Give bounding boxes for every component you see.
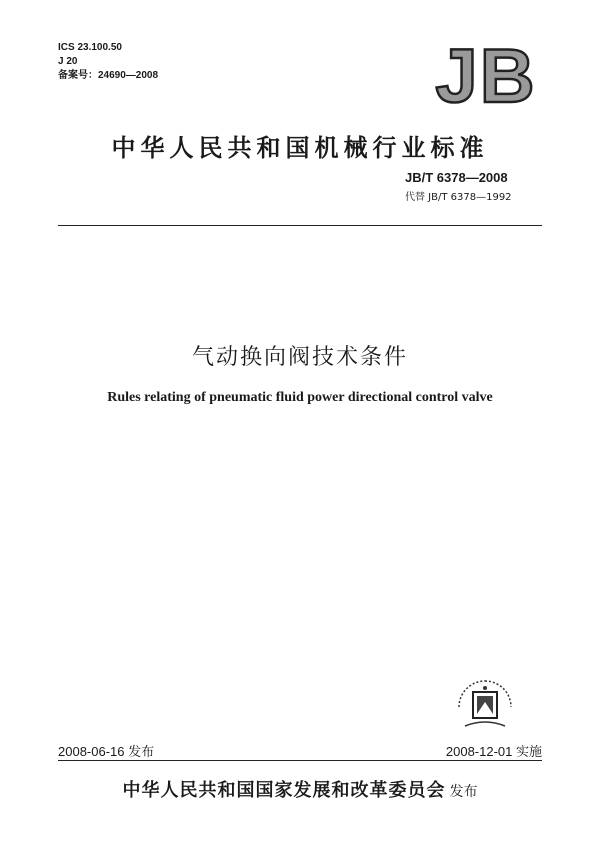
standard-replaces: 代替 JB/T 6378—1992: [405, 192, 512, 203]
publisher-seal-icon: [455, 678, 515, 734]
svg-text:JB: JB: [435, 36, 537, 112]
ics-code: ICS 23.100.50: [58, 42, 122, 53]
publish-date: 2008-06-16 发布: [58, 744, 155, 759]
classification-code: J 20: [58, 56, 78, 67]
publisher-suffix: 发布: [449, 784, 478, 800]
jb-logo: [430, 36, 542, 112]
org-title: 中华人民共和国机械行业标准: [111, 134, 489, 162]
publisher: [58, 776, 542, 802]
top-rule: [58, 225, 542, 226]
record-number: 备案号：24690—2008: [58, 70, 159, 81]
implementation-date: 2008-12-01 实施: [445, 744, 542, 759]
title-chinese: 气动换向阀技术条件: [191, 345, 408, 370]
publisher-name: 中华人民共和国国家发展和改革委员会: [122, 780, 446, 801]
bottom-rule: [58, 760, 542, 761]
title-english: Rules relating of pneumatic fluid power directional control valve: [107, 390, 493, 405]
standard-number: JB/T 6378—2008: [405, 170, 508, 185]
